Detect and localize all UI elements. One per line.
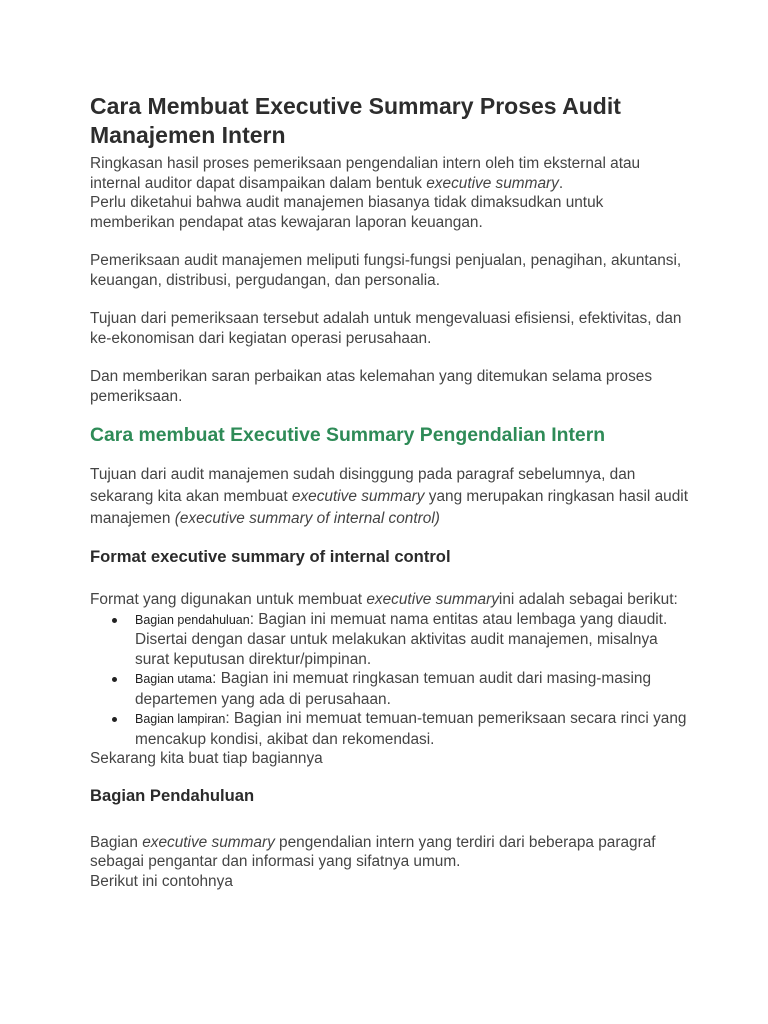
bullet-icon [112,618,117,623]
document-page [90,92,690,891]
list-item-term: Bagian lampiran [135,712,226,726]
format-outro: Sekarang kita buat tiap bagiannya [90,750,323,767]
section2-text-b: yang merupakan ringkasan hasil audit manajemen [90,488,688,527]
format-intro-paragraph [90,590,690,610]
format-intro-text-b: ini adalah sebagai berikut: [498,591,678,608]
intro-text-c: Perlu diketahui bahwa audit manajemen biasanya tidak dimaksudkan untuk memberikan pendapat atas kewajaran laporan keuangan. [90,194,604,231]
section2-paragraph [90,464,690,530]
list-item-text: : Bagian ini memuat nama entitas atau lembaga yang diaudit. [249,610,668,628]
bullet-icon [112,717,117,722]
pendahuluan-text-c: Berikut ini contohnya [90,872,233,890]
list-item-term: Bagian pendahuluan [135,612,250,627]
list-item-extra: Disertai dengan dasar untuk melakukan aktivitas audit manajemen, misalnya surat keputusan direktur/pimpinan. [135,631,658,668]
intro-paragraph [90,154,690,232]
intro-text-a: Ringkasan hasil proses pemeriksaan pengendalian intern oleh tim eksternal atau internal auditor dapat disampaikan dalam bentuk [90,155,641,192]
scope-paragraph: Pemeriksaan audit manajemen meliputi fungsi-fungsi penjualan, penagihan, akuntansi, keuangan, distribusi, pergudangan, dan personalia. [90,252,682,289]
pendahuluan-text-b: pengendalian intern yang terdiri dari beberapa paragraf sebagai pengantar dan informasi yang sifatnya umum. [90,833,656,870]
intro-text-b: . [558,174,564,192]
bullet-icon [112,677,117,682]
section-heading-pendahuluan: Bagian Pendahuluan [90,785,255,805]
page-title: Cara Membuat Executive Summary Proses Audit Manajemen Intern [90,93,621,148]
section2-emphasis-2: (executive summary of internal control) [174,510,440,527]
list-item-text: : Bagian ini memuat temuan-temuan pemeriksaan secara rinci yang mencakup kondisi, akibat dan rekomendasi. [135,710,687,748]
section2-text-a: Tujuan dari audit manajemen sudah disinggung pada paragraf sebelumnya, dan sekarang kita akan membuat [90,466,636,505]
list-item [90,610,690,670]
pendahuluan-paragraph [90,833,690,892]
section-heading-pengendalian: Cara membuat Executive Summary Pengendalian Intern [90,424,606,446]
list-item-term: Bagian utama [135,672,213,686]
list-item-text: : Bagian ini memuat ringkasan temuan audit dari masing-masing departemen yang ada di perusahaan. [135,670,651,708]
format-intro-text-a: Format yang digunakan untuk membuat [90,591,367,608]
advice-paragraph: Dan memberikan saran perbaikan atas kelemahan yang ditemukan selama proses pemeriksaan. [90,368,653,405]
list-item [90,709,690,749]
section2-emphasis: executive summary [291,488,425,505]
format-intro-emphasis: executive summary [366,591,499,608]
pendahuluan-emphasis: executive summary [142,833,275,851]
section-heading-format: Format executive summary of internal control [90,547,451,566]
intro-emphasis: executive summary [426,174,559,192]
list-item [90,669,690,709]
format-list [90,610,690,750]
pendahuluan-text-a: Bagian [90,833,143,851]
purpose-paragraph: Tujuan dari pemeriksaan tersebut adalah untuk mengevaluasi efisiensi, efektivitas, dan ke-ekonomisan dari kegiatan operasi perusahaan. [90,310,682,347]
